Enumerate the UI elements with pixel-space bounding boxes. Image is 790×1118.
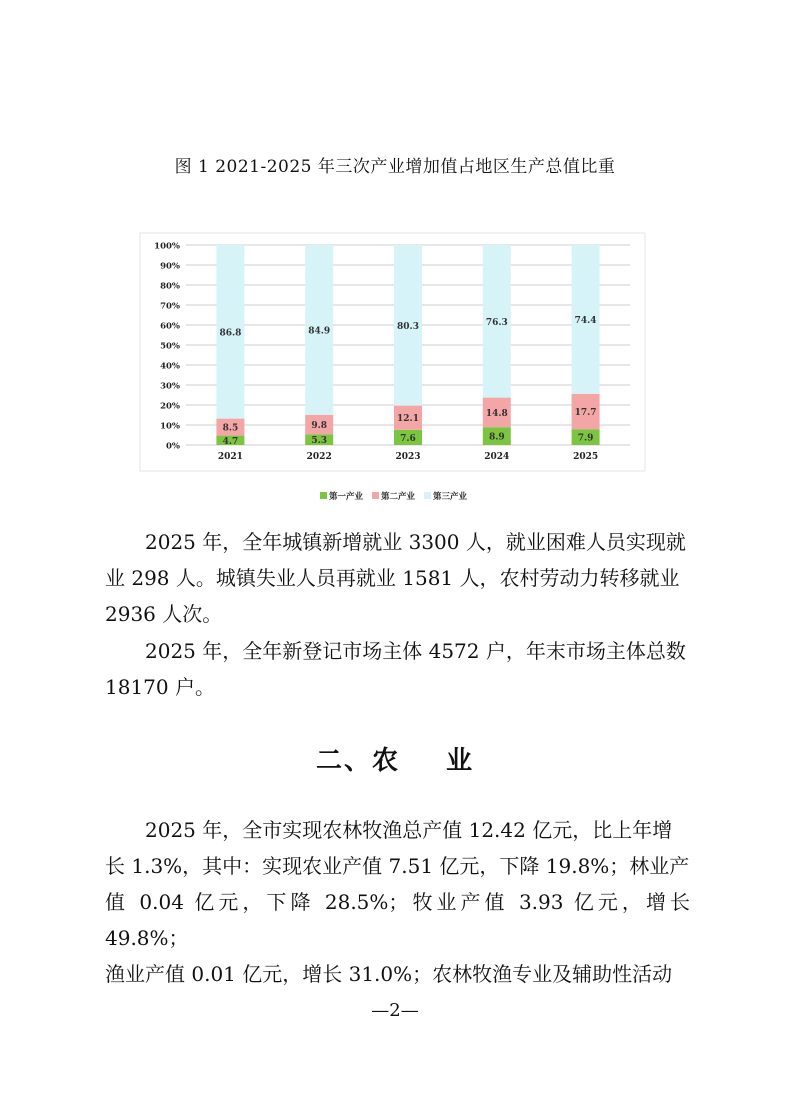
- data-label: 5.3: [311, 436, 328, 447]
- data-label: 74.4: [574, 315, 597, 326]
- stacked-bar-chart: [0, 0, 790, 520]
- data-label: 4.7: [222, 436, 239, 447]
- y-tick-label: 30%: [160, 381, 180, 392]
- data-label: 76.3: [485, 317, 508, 328]
- x-tick-label: 2025: [573, 452, 599, 462]
- data-label: 84.9: [308, 326, 331, 337]
- legend-swatch: [372, 492, 379, 499]
- y-tick-label: 10%: [160, 421, 180, 432]
- legend-swatch: [424, 492, 431, 499]
- data-label: 80.3: [397, 321, 419, 332]
- y-tick-label: 70%: [160, 301, 180, 312]
- data-label: 8.5: [222, 423, 239, 434]
- paragraph-agriculture: [105, 812, 690, 992]
- section-heading-part2: 业: [446, 746, 475, 776]
- y-tick-label: 60%: [160, 321, 180, 332]
- x-tick-label: 2022: [306, 452, 332, 462]
- data-label: 12.1: [397, 414, 419, 425]
- legend-label: 第三产业: [433, 492, 468, 502]
- data-label: 14.8: [485, 408, 508, 419]
- y-tick-label: 40%: [160, 361, 180, 372]
- y-tick-label: 90%: [160, 261, 180, 272]
- data-label: 7.9: [577, 433, 594, 444]
- text-line: 2936 人次。: [105, 602, 223, 626]
- y-tick-label: 80%: [160, 281, 180, 292]
- y-tick-label: 20%: [160, 401, 180, 412]
- y-tick-label: 100%: [154, 241, 180, 252]
- legend-label: 第二产业: [381, 492, 416, 502]
- text-line: 18170 户。: [105, 675, 215, 699]
- data-label: 17.7: [574, 408, 597, 418]
- x-tick-label: 2024: [484, 452, 510, 462]
- chart-frame: [140, 233, 645, 471]
- data-label: 8.9: [488, 432, 505, 443]
- legend-swatch: [320, 492, 327, 499]
- x-tick-label: 2021: [217, 452, 243, 462]
- paragraph-employment: [105, 524, 690, 632]
- text-line: 2025 年，全年新登记市场主体 4572 户，年末市场主体总数: [145, 639, 686, 663]
- data-label: 86.8: [219, 328, 242, 339]
- y-tick-label: 0%: [166, 441, 180, 452]
- text-line: 2025 年，全市实现农林牧渔总产值 12.42 亿元，比上年增: [145, 818, 673, 842]
- page-number: —2—: [371, 1000, 419, 1021]
- text-line: 值 0.04 亿元，下降 28.5%；牧业产值 3.93 亿元，增长 49.8%；: [105, 890, 690, 950]
- data-label: 9.8: [311, 421, 328, 432]
- x-tick-label: 2023: [395, 452, 421, 462]
- text-line: 2025 年，全年城镇新增就业 3300 人，就业困难人员实现就: [145, 530, 686, 554]
- section-heading-part1: 二、农: [315, 746, 400, 776]
- section-heading: [0, 740, 790, 777]
- text-line: 业 298 人。城镇失业人员再就业 1581 人，农村劳动力转移就业: [105, 566, 680, 590]
- text-line: 渔业产值 0.01 亿元，增长 31.0%；农林牧渔专业及辅助性活动: [105, 962, 673, 986]
- data-label: 7.6: [400, 433, 416, 444]
- figure-title: 图 1 2021-2025 年三次产业增加值占地区生产总值比重: [174, 157, 616, 177]
- text-line: 长 1.3%，其中：实现农业产值 7.51 亿元，下降 19.8%；林业产: [105, 854, 690, 878]
- y-tick-label: 50%: [160, 341, 180, 352]
- paragraph-market-entities: [105, 633, 690, 705]
- legend-label: 第一产业: [329, 492, 364, 502]
